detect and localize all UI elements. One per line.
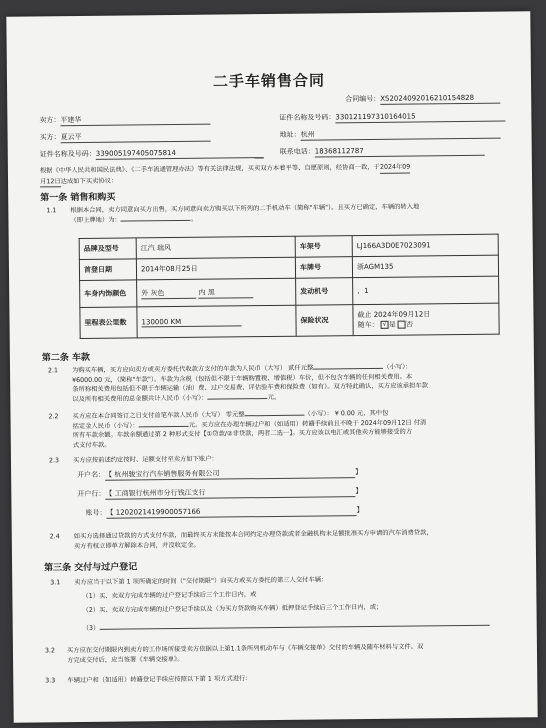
contract-number-value: XS2024092016210154828: [380, 94, 500, 105]
clause-2-1-line2: ¥6000.00 元，（简称"车款"）。车款为含税（包括但不限于车辆购置税、增值税）车价，但不包含车辆的任何相关费用。本: [72, 373, 413, 384]
clause-2-4: [74, 528, 433, 551]
table-row: [80, 303, 499, 338]
account-number-value: 1202021419900057166: [115, 507, 201, 517]
account-name: 【 杭州骏宝行汽车销售服务有限公司: [105, 468, 355, 481]
buyer-id: 339005197405075814: [96, 148, 264, 160]
preamble-date-day: 月12日: [40, 177, 61, 188]
phone-row: [280, 146, 485, 158]
insurance-with-car: 随车：: [357, 320, 379, 330]
seller-id-row: [279, 112, 505, 124]
preamble-date: 2024年09: [380, 163, 410, 174]
vin-value: LJ166A3D0E7023091: [352, 234, 498, 257]
clause-1-1-end: 。: [190, 215, 198, 223]
preamble-text: 根据《中华人民共和国民法典》、《二手车流通管理办法》等有关法律法规，买卖双方本着平等、自愿原则，经协商一致，于: [39, 163, 380, 175]
clause-3-2-line2: 方完成交付后，应当签署《车辆交接单》。: [67, 655, 184, 664]
clause-1-1-line2: （即上牌地）为：: [70, 216, 121, 224]
account-name-value: 杭州骏宝行汽车销售服务有限公司: [114, 469, 220, 479]
engine-value: ，1: [353, 276, 499, 305]
bank-name: 【 工商银行杭州市分行钱江支行: [105, 487, 355, 500]
clause-3-3-number: 3.3: [45, 677, 56, 685]
mileage-value: [137, 305, 296, 338]
clause-2-4-number: 2.4: [49, 533, 60, 541]
clause-2-1-line4: 以及所有相关费用的总金额共计人民币（小写）：: [72, 394, 208, 403]
clause-2-1: [72, 362, 428, 404]
article-3-heading: 第三条 交付与过户登记: [44, 562, 138, 574]
clause-3-1: 卖方应当于以下第 1 项所确定的时间（"交付期限"）向买方或买方委托的第三人交付车辆：: [74, 576, 328, 587]
contract-page: [6, 11, 537, 722]
address: 杭州: [301, 129, 501, 141]
seller-id: 330121197310164015: [335, 112, 505, 124]
clause-3-3: 车辆过户和（如适用）转籍登记手续应按照以下第 1 项方式进行：: [67, 675, 252, 685]
clause-2-2: [72, 408, 426, 450]
account-number-row: 账号：【 1202021419900057166 】: [85, 506, 364, 517]
vehicle-info-table: [79, 234, 500, 339]
clause-2-1-small-label: （小写）：: [383, 363, 412, 371]
plate-label: 车牌号: [295, 257, 352, 279]
insurance-date: 截止 2024年09月12日: [357, 310, 431, 320]
account-number-label: 账号：: [85, 508, 107, 517]
clause-2-2-line2b: 元。买方应在办理车辆过户和（如适用）转籍手续前且不晚于 2024年09月12日 付清: [188, 418, 427, 429]
seller-label: 卖方：: [39, 116, 61, 125]
clause-3-2-number: 3.2: [44, 647, 56, 655]
yes-label: 是: [388, 320, 396, 329]
clause-1-1-number: 1.1: [46, 207, 57, 215]
buyer-id-label: 证件名称及号码：: [39, 149, 96, 159]
clause-1-1: [70, 202, 419, 225]
clause-2-1-end: 元。: [267, 393, 281, 401]
buyer-row: [40, 132, 211, 144]
clause-3-1-number: 3.1: [50, 579, 61, 587]
bank-row: 开户行：【 工商银行杭州市分行钱江支行 】: [77, 487, 363, 499]
option-3: [83, 620, 490, 634]
article-2-heading: 第二条 车款: [41, 352, 91, 364]
clause-2-1-line1: 为购买车辆，买方应向卖方或卖方委托代收款方支付的车款为人民币（大写） 贰仟元整: [71, 364, 314, 375]
contract-number-label: 合同编号：: [345, 94, 381, 104]
seller-name: 平建华: [60, 115, 210, 127]
clause-2-1-line3: 条所称相关费用包括但不限于车辆运输（油）费、过户交易费、评估验车费和保险费（如有）。双方特此确认，买方应该承担车款: [72, 382, 429, 394]
preamble-text-2: 达成如下买卖协议：: [60, 177, 118, 185]
clause-3-2-line1: 买方应在交付期限内到卖方的工作场所接受卖方依据以上第1.1条所列机动车与《车辆交接单》交付的车辆及随车材料与文件。双: [66, 643, 424, 655]
brand-label: 品牌及型号: [79, 238, 136, 260]
preamble: [40, 163, 411, 188]
mileage-number: 130000 KM: [141, 317, 241, 327]
option-3-label: （3）: [82, 624, 100, 632]
clause-2-2-number: 2.2: [48, 413, 59, 421]
engine-label: 发动机号: [296, 278, 353, 306]
clause-2-3-number: 2.3: [48, 457, 60, 465]
clause-2-2-line1: 买方应在本合同签订之日支付首笔车款人民币（大写） 零元整: [72, 411, 245, 421]
buyer-id-row: [40, 148, 264, 160]
mileage-label: 里程表公里数: [80, 307, 137, 339]
contract-number: [345, 94, 500, 106]
seller-id-label: 证件名称及号码：: [279, 113, 336, 122]
clause-2-2-line4: 式支付车款。: [72, 441, 111, 449]
reg-date-value: 2014年08月25日: [136, 257, 295, 280]
address-label: 地址：: [279, 130, 301, 139]
option-1: （1）买、卖双方完成车辆的过户登记手续后三个工作日内，或: [82, 591, 257, 600]
vin-label: 车架号: [295, 236, 352, 258]
reg-date-label: 首登日期: [79, 259, 136, 281]
clause-2-1-number: 2.1: [47, 367, 59, 375]
exterior-color: 外 灰色: [141, 287, 196, 299]
insurance-label: 保险状况: [296, 305, 353, 337]
page-title: 二手车销售合同: [212, 71, 326, 91]
plate-value: 浙AGM135: [352, 255, 498, 278]
phone: 18368112787: [315, 146, 485, 158]
bank-value: 工商银行杭州市分行钱江支行: [114, 488, 206, 498]
address-row: [280, 129, 501, 141]
account-name-label: 开户名：: [77, 470, 106, 480]
clause-2-3: 买方应按前述约定按时、足额支付至卖方如下账户：: [72, 455, 218, 465]
bank-label: 开户行：: [77, 489, 106, 499]
clause-2-2-line2: 括定金人民币（小写）：: [72, 421, 139, 430]
no-label: 否: [405, 320, 414, 329]
clause-2-2-line3: 所有车款余额。车款余额通过第 2 种形式支付【①贷款/②非贷款，两者二选一】。买方应该以电汇或其他卖方能够接受的方: [72, 428, 413, 440]
buyer-label: 买方：: [39, 133, 61, 142]
account-name-row: 开户名：【 杭州骏宝行汽车销售服务有限公司 】: [77, 468, 363, 480]
seller-row: [39, 115, 210, 127]
yes-checkbox[interactable]: √: [381, 321, 389, 329]
clause-1-1-line1: 根据本合同，卖方同意向买方出售，买方同意向卖方购买以下所列的二手机动车（简称"车辆"）。且买方已确定，车辆的转入地: [70, 203, 420, 215]
clause-3-2: [67, 642, 424, 665]
buyer-name: 夏云平: [61, 132, 211, 144]
option-2: （2）买、卖双方完成车辆的过户登记手续以及（为买方贷款购买车辆）抵押登记手续后三个工作日内，或；: [82, 603, 383, 614]
color-label: 车身内饰颜色: [80, 280, 137, 308]
article-1-heading: 第一条 销售和购买: [40, 192, 116, 204]
account-number: 【 1202021419900057166: [106, 506, 356, 519]
phone-label: 联系电话：: [279, 147, 315, 156]
color-value: [137, 278, 296, 307]
insurance-value: [353, 303, 499, 336]
brand-value: 江汽 瑞风: [136, 236, 295, 259]
clause-2-4-line1: 如买方选择通过贷款的方式支付车款，而最终买方未能按本合同约定办理贷款或者金融机构未足额批准买方申请的汽车消费贷款，: [73, 529, 433, 541]
interior-color: 内 黑: [198, 287, 253, 299]
clause-2-4-line2: 卖方有权立即单方解除本合同，并没收定金。: [73, 541, 200, 550]
clause-2-2-small: （小写）： ¥ 0.00 元，其中包: [304, 409, 389, 418]
